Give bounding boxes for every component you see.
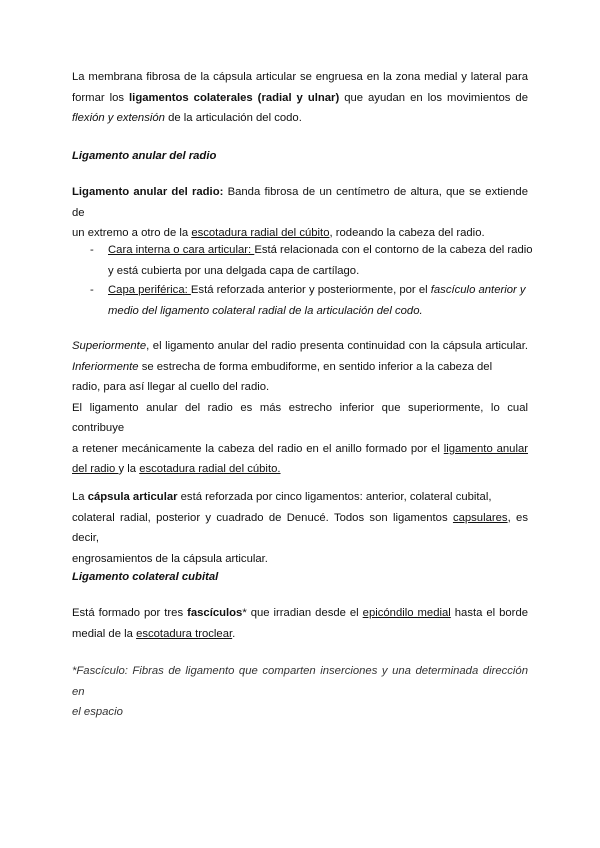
paragraph-line: engrosamientos de la cápsula articular. [72, 552, 268, 565]
footnote-line: *Fascículo: Fibras de ligamento que comparten inserciones y una determinada dirección en [72, 665, 528, 698]
paragraph-ligamento-anular-definicion [72, 182, 528, 244]
bullet-text [108, 280, 530, 321]
underlined-term: escotadura troclear [136, 627, 233, 640]
bullet-line: Cara interna o cara articular: Está relacionada con el contorno de la cabeza del radio [108, 244, 533, 256]
paragraph-line: Está formado por tres fascículos* que irradian desde el epicóndilo medial hasta el borde [72, 607, 529, 619]
bullet-dash: - [90, 284, 94, 296]
bullet-item [90, 240, 533, 281]
paragraph-line: Inferiormente se estrecha de forma embudiforme, en sentido inferior a la cabeza del [72, 360, 493, 373]
underlined-term: capsulares [452, 511, 508, 524]
underlined-term: Cara interna o cara articular: [108, 244, 255, 256]
bullet-dash: - [90, 244, 94, 256]
underlined-term: escotadura radial del cúbito. [139, 463, 281, 475]
bullet-item [90, 280, 530, 321]
bullet-line [108, 301, 530, 322]
bullet-line: y está cubierta por una delgada capa de cartílago. [108, 264, 360, 277]
paragraph-line: formar los ligamentos colaterales (radial y ulnar) que ayudan en los movimientos de [72, 91, 528, 104]
underlined-term: epicóndilo medial [362, 607, 451, 619]
section-heading-ligamento-colateral-cubital: Ligamento colateral cubital [72, 571, 219, 583]
bullet-line: Capa periférica: Está reforzada anterior y posteriormente, por el fascículo anterior y [108, 284, 526, 296]
footnote-line: el espacio [72, 706, 123, 718]
italic-term: fascículo anterior y [430, 284, 526, 296]
paragraph-ligamento-colateral-cubital [72, 603, 528, 644]
paragraph-line: medial de la escotadura troclear. [72, 627, 236, 640]
italic-term: flexión y extensión [72, 112, 165, 124]
paragraph-line: colateral radial, posterior y cuadrado de Denucé. Todos son ligamentos capsulares, es decir, [72, 511, 528, 544]
paragraph-line: un extremo a otro de la escotadura radial del cúbito, rodeando la cabeza del radio. [72, 227, 485, 239]
paragraph-line: La membrana fibrosa de la cápsula articular se engruesa en la zona medial y lateral para [72, 71, 528, 83]
bold-term: fascículos [187, 607, 243, 619]
bold-term: ligamentos colaterales (radial y ulnar) [129, 91, 340, 104]
section-heading-ligamento-anular: Ligamento anular del radio [72, 150, 217, 162]
underlined-term: ligamento anular [443, 442, 528, 455]
underlined-term: escotadura radial del cúbito [191, 227, 330, 239]
underlined-term: del radio [72, 463, 119, 475]
footnote-fasciculo [72, 661, 528, 723]
paragraph-capsula-articular [72, 487, 528, 569]
paragraph-line: a retener mecánicamente la cabeza del radio en el anillo formado por el ligamento anular [72, 442, 528, 455]
italic-term: medio del ligamento colateral radial de la articulación del codo. [108, 304, 423, 317]
paragraph-ligamento-anular-descripcion [72, 336, 528, 480]
paragraph-ligamentos-colaterales [72, 67, 528, 129]
paragraph-line: Superiormente, el ligamento anular del radio presenta continuidad con la cápsula articular. [72, 340, 528, 352]
italic-term: Inferiormente [72, 360, 139, 373]
paragraph-line: del radio y la escotadura radial del cúbito. [72, 463, 281, 475]
paragraph-line: Ligamento anular del radio: Banda fibrosa de un centímetro de altura, que se extiende de [72, 186, 528, 219]
bullet-text [108, 240, 533, 281]
paragraph-line: La cápsula articular está reforzada por cinco ligamentos: anterior, colateral cubital, [72, 491, 492, 503]
paragraph-line: radio, para así llegar al cuello del radio. [72, 381, 270, 393]
underlined-term: Capa periférica: [108, 284, 191, 296]
paragraph-line: El ligamento anular del radio es más estrecho inferior que superiormente, lo cual contribuye [72, 401, 528, 434]
paragraph-line: flexión y extensión de la articulación del codo. [72, 112, 302, 124]
bold-term: cápsula articular [87, 491, 178, 503]
italic-term: Superiormente [72, 340, 147, 352]
bold-term: Ligamento anular del radio: [72, 186, 224, 198]
